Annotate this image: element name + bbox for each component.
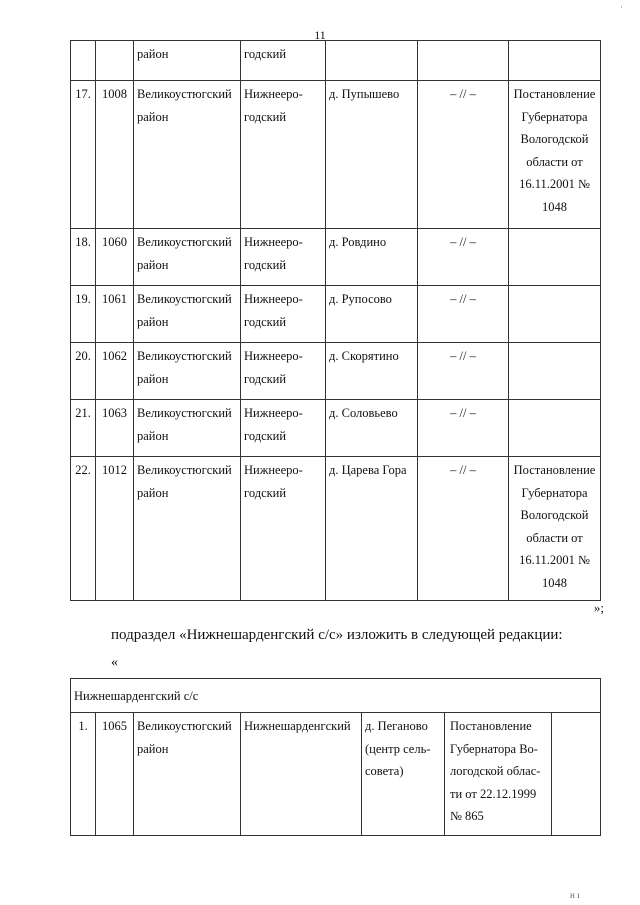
district-cell-line: район xyxy=(137,485,169,500)
council-cell xyxy=(241,81,326,229)
code-cell: 1062 xyxy=(96,343,134,400)
council-cell-line: Нижнееро- xyxy=(244,406,303,420)
district-cell-line: район xyxy=(137,371,169,386)
council-cell xyxy=(241,41,326,81)
council-cell-line: Нижнееро- xyxy=(244,463,303,477)
council-cell-line: Нижнешарденгский xyxy=(244,719,351,733)
row-number-cell: 19. xyxy=(71,286,96,343)
document-cell-line: Губернатора xyxy=(521,109,588,124)
council-cell-line: годский xyxy=(244,485,287,500)
district-cell-line: Великоустюгский xyxy=(137,235,232,249)
district-cell-line: Великоустюгский xyxy=(137,406,232,420)
section-title-cell: Нижнешарденгский с/с xyxy=(71,679,601,713)
status-cell: – // – xyxy=(418,343,509,400)
closing-quote: »; xyxy=(593,600,604,615)
status-cell xyxy=(418,41,509,81)
settlement-cell-line: д. Пупышево xyxy=(329,87,400,101)
document-cell xyxy=(509,81,601,229)
council-cell-line: Нижнееро- xyxy=(244,292,303,306)
code-cell: 1008 xyxy=(96,81,134,229)
document-cell-line: 1048 xyxy=(542,575,567,590)
district-cell xyxy=(134,286,241,343)
council-cell-line: годский xyxy=(244,428,287,443)
table-row xyxy=(71,713,601,836)
document-cell-line: области от xyxy=(526,530,583,545)
document-cell-line: ти от 22.12.1999 xyxy=(450,786,537,801)
document-cell-line: Вологодской xyxy=(520,508,589,522)
table-row xyxy=(71,457,601,601)
table-row xyxy=(71,41,601,81)
document-cell-line: 16.11.2001 № xyxy=(519,553,590,567)
document-cell-line: № 865 xyxy=(450,809,484,823)
code-cell: 1060 xyxy=(96,229,134,286)
row-number-cell: 20. xyxy=(71,343,96,400)
document-cell xyxy=(509,41,601,81)
amendment-intro-text: подраздел «Нижнешарденгский с/с» изложить в следующей редакции: xyxy=(111,627,563,643)
council-cell xyxy=(241,400,326,457)
status-cell: – // – xyxy=(418,286,509,343)
row-number-cell: 21. xyxy=(71,400,96,457)
row-number-cell xyxy=(71,41,96,81)
council-cell xyxy=(241,229,326,286)
table-row xyxy=(71,229,601,286)
district-cell xyxy=(134,343,241,400)
document-cell xyxy=(445,713,552,836)
settlement-cell xyxy=(326,343,418,400)
council-cell-line: Нижнееро- xyxy=(244,349,303,363)
status-cell: – // – xyxy=(418,81,509,229)
code-cell: 1065 xyxy=(96,713,134,836)
extra-cell xyxy=(552,713,601,836)
council-cell-line: годский xyxy=(244,109,287,124)
table-row xyxy=(71,286,601,343)
district-cell-line: Великоустюгский xyxy=(137,292,232,306)
council-cell-line: годский xyxy=(244,314,287,329)
row-number-cell: 18. xyxy=(71,229,96,286)
table-row xyxy=(71,343,601,400)
council-cell xyxy=(241,713,362,836)
district-cell-line: район xyxy=(137,741,169,756)
district-cell-line: район xyxy=(137,314,169,329)
district-cell xyxy=(134,41,241,81)
settlement-cell-line: д. Царева Гора xyxy=(329,463,407,477)
document-cell xyxy=(509,286,601,343)
district-cell xyxy=(134,229,241,286)
document-cell-line: логодской облас- xyxy=(450,764,541,778)
row-number-cell: 17. xyxy=(71,81,96,229)
table-row xyxy=(71,400,601,457)
table-row xyxy=(71,81,601,229)
document-cell-line: Вологодской xyxy=(520,132,589,146)
district-cell-line: Великоустюгский xyxy=(137,87,232,101)
settlement-cell-line: д. Рупосово xyxy=(329,292,392,306)
document-cell-line: Постановление xyxy=(513,463,596,477)
document-cell-line: Постановление xyxy=(513,87,596,101)
district-cell-line: Великоустюгский xyxy=(137,719,232,733)
code-cell xyxy=(96,41,134,81)
settlement-cell-line: д. Соловьево xyxy=(329,406,398,420)
document-cell xyxy=(509,400,601,457)
settlement-cell xyxy=(326,81,418,229)
corner-mark-bottom: н ı xyxy=(570,890,580,900)
district-cell-line: Великоустюгский xyxy=(137,349,232,363)
settlement-cell xyxy=(326,229,418,286)
council-cell xyxy=(241,457,326,601)
settlement-cell-line: (центр сель- xyxy=(365,741,431,756)
district-cell xyxy=(134,713,241,836)
document-cell xyxy=(509,229,601,286)
document-cell-line: Постановление xyxy=(450,719,532,733)
settlement-cell xyxy=(326,286,418,343)
status-cell: – // – xyxy=(418,229,509,286)
settlement-cell-line: д. Скорятино xyxy=(329,349,399,363)
document-cell-line: 16.11.2001 № xyxy=(519,177,590,191)
council-cell xyxy=(241,343,326,400)
settlement-cell-line: д. Ровдино xyxy=(329,235,387,249)
settlement-cell-line: д. Пеганово xyxy=(365,719,428,733)
district-cell-line: район xyxy=(137,428,169,443)
document-cell-line: 1048 xyxy=(542,199,567,214)
settlement-cell xyxy=(326,41,418,81)
status-cell: – // – xyxy=(418,400,509,457)
settlement-cell xyxy=(326,457,418,601)
council-cell xyxy=(241,286,326,343)
council-cell-line: Нижнееро- xyxy=(244,235,303,249)
document-cell-line: Губернатора xyxy=(521,485,588,500)
document-cell xyxy=(509,457,601,601)
opening-quote: « xyxy=(111,655,118,670)
document-cell xyxy=(509,343,601,400)
code-cell: 1061 xyxy=(96,286,134,343)
district-cell xyxy=(134,457,241,601)
district-cell-line: район xyxy=(137,257,169,272)
council-cell-line: Нижнееро- xyxy=(244,87,303,101)
document-cell-line: Губернатора Во- xyxy=(450,741,538,756)
council-cell-line: годский xyxy=(244,371,287,386)
page-number: 11 xyxy=(314,28,326,42)
district-cell xyxy=(134,81,241,229)
district-cell xyxy=(134,400,241,457)
settlements-table xyxy=(70,40,601,601)
council-cell-line: годский xyxy=(244,257,287,272)
settlement-cell-line: совета) xyxy=(365,764,404,778)
code-cell: 1012 xyxy=(96,457,134,601)
council-cell-line: годский xyxy=(244,47,287,61)
district-cell-line: район xyxy=(137,47,169,61)
nizhneshardengsky-table xyxy=(70,678,601,836)
settlement-cell xyxy=(362,713,445,836)
code-cell: 1063 xyxy=(96,400,134,457)
corner-mark-top: · xyxy=(620,2,623,12)
row-number-cell: 22. xyxy=(71,457,96,601)
document-cell-line: области от xyxy=(526,154,583,169)
settlement-cell xyxy=(326,400,418,457)
status-cell: – // – xyxy=(418,457,509,601)
district-cell-line: Великоустюгский xyxy=(137,463,232,477)
district-cell-line: район xyxy=(137,109,169,124)
row-number-cell: 1. xyxy=(71,713,96,836)
